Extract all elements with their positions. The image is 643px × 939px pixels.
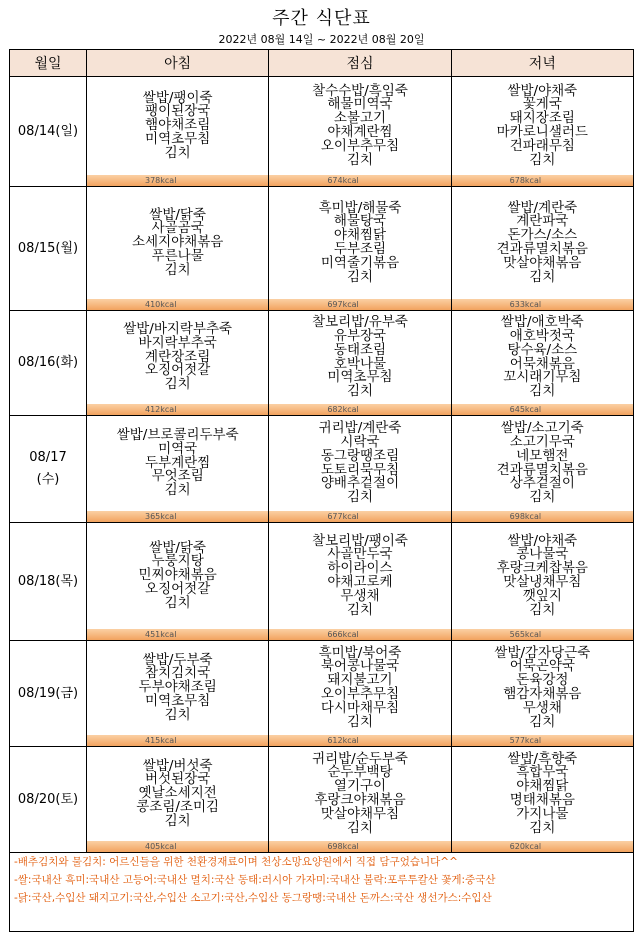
dish-item: 김치 (164, 376, 191, 393)
breakfast-cell (87, 641, 269, 747)
dish-list (269, 77, 450, 175)
note-origin-2: -닭:국산,수입산 돼지고기:국산,수입산 소고기:국산,수입산 동그랑땡:국내산 돈까스:국산 생선가스:수입산 (14, 892, 492, 904)
dish-item: 콩조림/조미김 (136, 798, 220, 815)
dish-item: 김치 (164, 144, 191, 161)
dish-item: 유부장국 (333, 327, 387, 344)
dish-item: 쌀밥/흑향죽 (507, 750, 578, 767)
notes-box (9, 851, 634, 932)
dish-item: 명태채볶음 (509, 792, 575, 808)
header-lunch: 점심 (269, 50, 451, 77)
dish-item: 호박나물 (333, 355, 387, 372)
dish-item: 흑합무국 (516, 764, 569, 781)
day-row (10, 523, 634, 641)
dish-item: 귀리밥/순두부죽 (312, 750, 408, 767)
header-row (10, 50, 634, 77)
dish-item: 누룽지탕 (151, 553, 204, 570)
dish-item: 쌀밥/감자당근죽 (494, 644, 591, 661)
dish-list (452, 187, 633, 299)
dish-item: 흑미밥/북어죽 (318, 644, 402, 661)
dish-item: 꽃게국 (522, 96, 562, 113)
dish-item: 꼬시래기무침 (503, 369, 582, 386)
dish-item: 쌀밥/닭죽 (149, 206, 207, 223)
dish-list (269, 641, 450, 735)
dish-item: 열기구이 (333, 778, 387, 795)
dish-item: 쌀밥/계란죽 (507, 199, 578, 216)
dish-list (87, 523, 268, 629)
calorie-bar: 674kcal (269, 175, 450, 186)
dish-item: 김치 (164, 812, 191, 829)
calorie-bar: 405kcal (87, 841, 268, 852)
calorie-bar: 415kcal (87, 735, 268, 746)
header-day: 월일 (10, 50, 87, 77)
calorie-bar: 620kcal (452, 841, 633, 852)
dish-list (87, 311, 268, 404)
page-title: 주간 식단표 (272, 8, 371, 29)
dish-item: 찰보리밥/유부죽 (312, 314, 408, 331)
day-label: 08/20(토) (10, 747, 87, 853)
dish-item: 무엇조림 (151, 468, 204, 485)
dish-item: 김치 (346, 383, 374, 400)
dish-item: 두부조림 (333, 241, 387, 257)
dish-item: 사골곰국 (151, 220, 204, 237)
dish-item: 애호박젓국 (509, 327, 575, 344)
dish-item: 견과류멸치볶음 (496, 241, 588, 257)
dish-item: 김치 (346, 819, 374, 836)
dish-item: 다시마채무침 (320, 699, 400, 716)
dish-item: 해물미역국 (327, 96, 393, 113)
dish-list (452, 311, 633, 404)
dish-item: 계란장조림 (145, 348, 211, 365)
dish-item: 돈육강정 (516, 672, 569, 689)
dish-list (452, 641, 633, 735)
dish-item: 야채계란찜 (327, 124, 393, 140)
dish-item: 미역줄기볶음 (320, 254, 400, 271)
calorie-bar: 565kcal (452, 629, 633, 640)
calorie-bar: 612kcal (269, 735, 450, 746)
dish-item: 돼지불고기 (327, 672, 393, 689)
dish-item: 김치 (529, 819, 556, 836)
dish-item: 김치 (164, 594, 191, 611)
dish-item: 흑미밥/해물죽 (318, 199, 402, 216)
dish-item: 시락국 (340, 433, 380, 450)
dish-item: 미역초무침 (327, 369, 393, 386)
dish-item: 민찌야채볶음 (138, 567, 217, 584)
dish-item: 탕수육/소스 (507, 341, 578, 358)
dish-item: 돈가스/소스 (507, 227, 578, 244)
dish-item: 김치 (346, 268, 374, 285)
dish-item: 맛살냉채무침 (503, 574, 582, 590)
dish-item: 쌀밥/야채죽 (507, 532, 578, 549)
dinner-cell (451, 747, 633, 853)
dish-item: 햄야채조림 (145, 117, 211, 134)
dish-item: 쌀밥/애호박죽 (500, 314, 584, 331)
dish-item: 소불고기 (333, 110, 387, 127)
dish-item: 찰수수밥/흑임죽 (312, 82, 408, 99)
calorie-bar: 577kcal (452, 735, 633, 746)
dish-list (87, 747, 268, 841)
dish-list (269, 523, 450, 629)
dish-item: 김치 (529, 601, 556, 618)
calorie-bar: 678kcal (452, 175, 633, 186)
day-row (10, 187, 634, 311)
dish-item: 김치 (529, 151, 556, 168)
day-row (10, 641, 634, 747)
lunch-cell (269, 641, 451, 747)
calorie-bar: 677kcal (269, 511, 450, 522)
dish-item: 팽이된장국 (145, 103, 211, 120)
dish-item: 야채고로케 (327, 574, 393, 590)
dinner-cell (451, 77, 633, 187)
header-dinner: 저녁 (451, 50, 633, 77)
dish-item: 찰보리밥/팽이죽 (312, 532, 408, 549)
dish-item: 햄감자채볶음 (503, 686, 582, 702)
dish-list (452, 77, 633, 175)
dish-item: 참치김치국 (145, 665, 211, 682)
lunch-cell (269, 523, 451, 641)
dish-item: 동태조림 (333, 341, 387, 358)
calorie-bar: 365kcal (87, 511, 268, 522)
dish-item: 후랑크야채볶음 (314, 792, 406, 808)
dish-item: 가지나물 (516, 805, 569, 822)
dish-item: 김치 (529, 489, 556, 506)
dish-item: 사골만두국 (327, 546, 393, 563)
day-label: 08/14(일) (10, 77, 87, 187)
calorie-bar: 666kcal (269, 629, 450, 640)
dinner-cell (451, 641, 633, 747)
dish-item: 후랑크케찹볶음 (496, 560, 588, 577)
dish-item: 옛날소세지전 (138, 785, 217, 802)
header-breakfast: 아침 (87, 50, 269, 77)
dish-item: 상추겉절이 (509, 475, 575, 492)
dish-item: 양배추겉절이 (320, 475, 400, 492)
dish-item: 두부야채조림 (138, 679, 217, 696)
dish-item: 하이라이스 (327, 560, 393, 577)
dish-list (269, 311, 450, 404)
dish-item: 오징어젓갈 (145, 362, 211, 379)
calorie-bar: 698kcal (269, 841, 450, 852)
dish-list (87, 416, 268, 511)
dish-item: 김치 (164, 706, 191, 723)
dish-item: 맛살야채무침 (320, 805, 400, 822)
dish-item: 마카로니샐러드 (496, 124, 588, 140)
dish-list (269, 187, 450, 299)
dinner-cell (451, 523, 633, 641)
dish-item: 순두부백탕 (327, 764, 393, 781)
dish-list (269, 747, 450, 841)
dish-list (269, 416, 450, 511)
dish-list (452, 747, 633, 841)
day-row (10, 311, 634, 416)
dish-item: 버섯된장국 (145, 771, 211, 788)
dish-item: 오징어젓갈 (145, 580, 211, 597)
dish-item: 쌀밥/두부죽 (142, 651, 213, 668)
dish-list (452, 523, 633, 629)
breakfast-cell (87, 187, 269, 311)
dish-item: 쌀밥/바지락부추죽 (123, 321, 233, 337)
dish-item: 건파래무침 (509, 137, 575, 154)
day-row (10, 747, 634, 853)
dish-item: 오이부추무침 (320, 137, 400, 154)
dish-item: 푸른나물 (151, 247, 204, 264)
breakfast-cell (87, 77, 269, 187)
calorie-bar: 697kcal (269, 299, 450, 310)
dish-item: 소고기무국 (509, 433, 575, 450)
dish-item: 김치 (346, 713, 374, 730)
breakfast-cell (87, 747, 269, 853)
day-row (10, 416, 634, 523)
dish-item: 김치 (346, 601, 374, 618)
dish-item: 쌀밥/팽이죽 (142, 89, 213, 106)
calorie-bar: 410kcal (87, 299, 268, 310)
day-row (10, 77, 634, 187)
breakfast-cell (87, 523, 269, 641)
calorie-bar: 645kcal (452, 404, 633, 415)
day-label: 08/15(월) (10, 187, 87, 311)
dish-item: 깻잎지 (522, 587, 562, 604)
dish-list (87, 187, 268, 299)
dish-item: 동그랑땡조림 (320, 447, 400, 464)
breakfast-cell (87, 416, 269, 523)
calorie-bar: 698kcal (452, 511, 633, 522)
dish-item: 김치 (346, 151, 374, 168)
dish-list (452, 416, 633, 511)
dish-item: 김치 (346, 489, 374, 506)
dish-item: 견과류멸치볶음 (496, 461, 588, 478)
dish-item: 계란파국 (516, 213, 569, 230)
day-label: 08/17 (수) (10, 416, 87, 523)
dish-item: 미역국 (158, 440, 198, 457)
dish-item: 김치 (529, 383, 556, 400)
lunch-cell (269, 311, 451, 416)
dish-item: 쌀밥/닭죽 (149, 539, 207, 556)
day-label: 08/16(화) (10, 311, 87, 416)
dish-item: 오이부추무침 (320, 686, 400, 702)
dish-item: 소세지야채볶음 (132, 234, 224, 251)
dish-item: 김치 (529, 713, 556, 730)
day-label: 08/18(목) (10, 523, 87, 641)
dish-item: 무생채 (522, 699, 562, 716)
weekly-menu-table (9, 49, 634, 853)
dish-item: 김치 (164, 261, 191, 278)
dish-item: 야채찜닭 (516, 778, 569, 795)
dinner-cell (451, 311, 633, 416)
dish-item: 쌀밥/버섯죽 (142, 757, 213, 774)
dish-item: 귀리밥/계란죽 (318, 420, 402, 437)
dish-item: 쌀밥/소고기죽 (500, 420, 584, 437)
calorie-bar: 633kcal (452, 299, 633, 310)
dish-item: 미역초무침 (145, 130, 211, 147)
dinner-cell (451, 416, 633, 523)
lunch-cell (269, 747, 451, 853)
dish-item: 두부계란찜 (145, 454, 211, 471)
calorie-bar: 451kcal (87, 629, 268, 640)
dish-item: 도토리묵무침 (320, 461, 400, 478)
calorie-bar: 412kcal (87, 404, 268, 415)
lunch-cell (269, 416, 451, 523)
lunch-cell (269, 187, 451, 311)
dish-item: 김치 (529, 268, 556, 285)
dish-item: 어묵채볶음 (509, 355, 575, 372)
dish-list (87, 641, 268, 735)
dish-item: 김치 (164, 482, 191, 499)
dish-item: 쌀밥/야채죽 (507, 82, 578, 99)
dish-item: 돼지장조림 (509, 110, 575, 127)
dish-list (87, 77, 268, 175)
dinner-cell (451, 187, 633, 311)
dish-item: 콩나물국 (516, 546, 569, 563)
breakfast-cell (87, 311, 269, 416)
dish-item: 미역초무침 (145, 692, 211, 709)
dish-item: 북어콩나물국 (320, 658, 400, 675)
dish-item: 네모햄전 (516, 447, 569, 464)
calorie-bar: 682kcal (269, 404, 450, 415)
note-origin-1: -쌀:국내산 흑미:국내산 고등어:국내산 멸치:국산 동태:러시아 가자미:국내산 불락:포루투칼산 꽃게:중국산 (14, 874, 496, 886)
calorie-bar: 378kcal (87, 175, 268, 186)
lunch-cell (269, 77, 451, 187)
dish-item: 바지락부추국 (138, 334, 217, 351)
dish-item: 쌀밥/브로콜리두부죽 (116, 427, 239, 443)
dish-item: 해물탕국 (333, 213, 387, 230)
date-range: 2022년 08월 14일 ~ 2022년 08월 20일 (218, 33, 425, 46)
dish-item: 어묵곤약국 (509, 658, 575, 675)
dish-item: 맛살야채볶음 (503, 254, 582, 271)
dish-item: 야채찜닭 (333, 227, 387, 244)
day-label: 08/19(금) (10, 641, 87, 747)
note-kimchi: -배추김치와 물김치: 어르신들을 위한 천환경재료이며 천상소망요양원에서 직접 담구었습니다^^ (14, 856, 458, 868)
dish-item: 무생채 (340, 587, 380, 604)
